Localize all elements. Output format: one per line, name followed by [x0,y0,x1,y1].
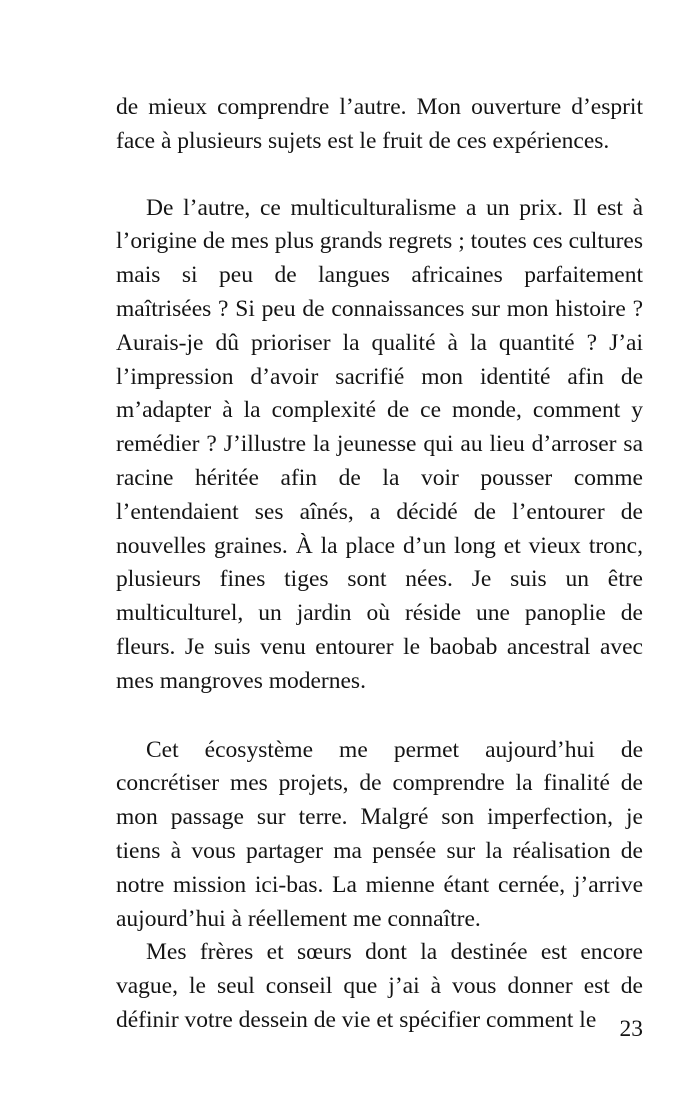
paragraph-multiculturalism: De l’autre, ce multiculturalisme a un prix. Il est à l’origine de mes plus grands regrets ; toutes ces cultures mais si peu de langues africaines parfaitement maîtrisées ? Si peu de connaissances sur mon histoire ? Aurais-je dû prioriser la qualité à la quantité ? J’ai l’impression d’avoir sacrifié mon identité afin de m’adapter à la complexité de ce monde, comment y remédier ? J’illustre la jeunesse qui au lieu d’arroser sa racine héritée afin de la voir pousser comme l’entendaient ses aînés, a décidé de l’entourer de nouvelles graines. À la place d’un long et vieux tronc, plusieurs fines tiges sont nées. Je suis un être multiculturel, un jardin où réside une panoplie de fleurs. Je suis venu entourer le baobab ancestral avec mes mangroves modernes. [116,194,643,694]
page-body [116,91,643,1038]
paragraph-continuation: de mieux comprendre l’autre. Mon ouverture d’esprit face à plusieurs sujets est le fruit de ces expériences. [116,94,643,154]
paragraph-advice: Mes frères et sœurs dont la destinée est encore vague, le seul conseil que j’ai à vous donner est de définir votre dessein de vie et spécifier comment le [116,939,643,1033]
page-number: 23 [619,1016,643,1042]
paragraph-ecosystem: Cet écosystème me permet aujourd’hui de concrétiser mes projets, de comprendre la finalité de mon passage sur terre. Malgré son imperfection, je tiens à vous partager ma pensée sur la réalisation de notre mission ici-bas. La mienne étant cernée, j’arrive aujourd’hui à réellement me connaître. [116,736,643,932]
